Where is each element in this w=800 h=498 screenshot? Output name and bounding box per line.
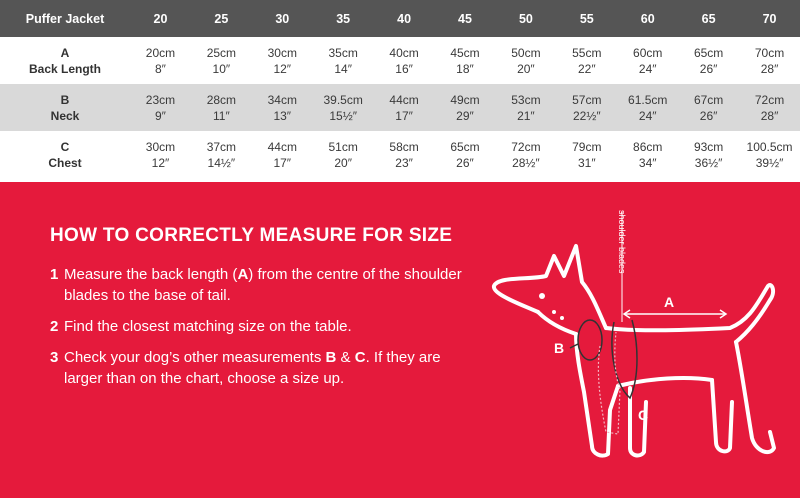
value-inches: 14″ — [334, 61, 352, 76]
value-inches: 26″ — [456, 155, 474, 170]
size-header: 50 — [495, 0, 556, 37]
table-row — [0, 37, 800, 84]
value-inches: 16″ — [395, 61, 413, 76]
value-inches: 20″ — [334, 155, 352, 170]
table-cell — [495, 131, 556, 178]
table-cell — [191, 84, 252, 131]
value-cm: 70cm — [754, 45, 785, 60]
dog-belly — [618, 378, 712, 386]
shoulder-blades-label: shoulder blades — [617, 210, 627, 274]
value-cm: 55cm — [572, 45, 602, 60]
value-inches: 34″ — [638, 155, 657, 170]
dog-measurement-diagram — [480, 202, 790, 498]
table-cell — [617, 131, 678, 178]
value-inches: 28½″ — [512, 155, 540, 170]
step-bold: B — [325, 349, 337, 366]
table-cell — [374, 37, 435, 84]
value-inches: 11″ — [213, 108, 230, 123]
size-header: 20 — [130, 0, 191, 37]
table-cell — [374, 131, 435, 178]
measurement-letter: A — [60, 45, 70, 60]
table-cell — [435, 84, 496, 131]
table-cell — [495, 84, 556, 131]
value-inches: 12″ — [151, 155, 170, 170]
dog-back-leg — [736, 342, 774, 452]
value-inches: 9″ — [154, 108, 166, 123]
table-cell — [374, 84, 435, 131]
table-cell — [435, 37, 496, 84]
value-cm: 50cm — [511, 45, 541, 60]
step-number: 1 — [50, 266, 59, 283]
size-header: 55 — [556, 0, 617, 37]
value-cm: 57cm — [572, 92, 602, 107]
value-inches: 24″ — [638, 61, 657, 76]
step-number: 3 — [50, 349, 59, 366]
step-text: ) from the centre of the shoulder blades to the base of tail. — [64, 266, 462, 304]
table-cell — [130, 131, 191, 178]
value-cm: 44cm — [267, 139, 297, 154]
step-2 — [50, 316, 480, 337]
table-cell — [191, 37, 252, 84]
value-cm: 65cm — [693, 45, 724, 60]
table-cell — [252, 131, 313, 178]
step-text: . If they are larger than on the chart, choose a size up. — [64, 349, 441, 387]
value-cm: 45cm — [450, 45, 480, 60]
size-header: 60 — [617, 0, 678, 37]
value-inches: 23″ — [395, 155, 413, 170]
measurement-label — [0, 131, 130, 178]
value-inches: 20″ — [517, 61, 535, 76]
value-inches: 26″ — [699, 61, 718, 76]
size-header: 65 — [678, 0, 739, 37]
dog-inner-leg — [712, 380, 732, 451]
value-cm: 35cm — [328, 45, 358, 60]
measurement-label — [0, 37, 130, 84]
table-cell — [435, 131, 496, 178]
table-cell — [678, 84, 739, 131]
step-text: Measure the back length ( — [64, 266, 238, 283]
dog-outline — [494, 246, 606, 328]
value-cm: 34cm — [267, 92, 297, 107]
step-1 — [50, 264, 480, 306]
dog-whisker-dot — [560, 316, 564, 320]
value-cm: 44cm — [389, 92, 419, 107]
value-cm: 39.5cm — [323, 92, 363, 107]
step-text: & — [336, 349, 355, 366]
step-text: Check your dog’s other measurements — [64, 349, 326, 366]
value-cm: 86cm — [633, 139, 663, 154]
measure-guide-panel — [0, 182, 800, 498]
step-bold: C — [354, 349, 366, 366]
value-inches: 29″ — [456, 108, 474, 123]
value-cm: 28cm — [206, 92, 237, 107]
table-cell — [617, 37, 678, 84]
size-header: 45 — [435, 0, 496, 37]
value-cm: 51cm — [328, 139, 358, 154]
value-cm: 79cm — [572, 139, 602, 154]
value-inches: 22½″ — [572, 108, 601, 123]
table-cell — [252, 84, 313, 131]
dog-eye — [539, 293, 545, 299]
table-cell — [739, 84, 800, 131]
measurement-letter: B — [60, 92, 70, 107]
value-cm: 60cm — [633, 45, 663, 60]
table-cell — [191, 131, 252, 178]
size-header: 25 — [191, 0, 252, 37]
value-cm: 30cm — [145, 139, 176, 154]
value-cm: 93cm — [693, 139, 724, 154]
dog-whisker-dot — [552, 310, 556, 314]
dog-jaw — [538, 312, 576, 334]
table-cell — [313, 84, 374, 131]
table-cell — [739, 37, 800, 84]
measurement-name: Back Length — [28, 61, 101, 76]
value-cm: 67cm — [693, 92, 724, 107]
size-table — [0, 0, 800, 178]
value-cm: 49cm — [450, 92, 480, 107]
value-cm: 72cm — [511, 139, 541, 154]
measurement-name: Chest — [48, 155, 82, 170]
neck-loop — [578, 320, 602, 360]
size-header: 35 — [313, 0, 374, 37]
value-cm: 58cm — [389, 139, 419, 154]
value-cm: 65cm — [450, 139, 480, 154]
table-row — [0, 84, 800, 131]
size-header: 40 — [374, 0, 435, 37]
table-header-row — [0, 0, 800, 37]
value-inches: 22″ — [577, 61, 596, 76]
table-cell — [313, 37, 374, 84]
table-cell — [252, 37, 313, 84]
value-inches: 8″ — [154, 61, 166, 76]
value-inches: 12″ — [273, 61, 292, 76]
table-cell — [130, 84, 191, 131]
value-inches: 28″ — [760, 108, 779, 123]
value-cm: 25cm — [206, 45, 237, 60]
table-cell — [739, 131, 800, 178]
table-row — [0, 131, 800, 178]
value-inches: 18″ — [456, 61, 474, 76]
value-inches: 26″ — [699, 108, 718, 123]
value-inches: 10″ — [212, 61, 231, 76]
table-cell — [495, 37, 556, 84]
step-number: 2 — [50, 318, 59, 335]
value-inches: 21″ — [517, 108, 535, 123]
value-inches: 17″ — [395, 108, 413, 123]
step-bold: A — [237, 266, 249, 283]
label-b: B — [554, 340, 565, 356]
value-inches: 13″ — [273, 108, 292, 123]
value-cm: 37cm — [206, 139, 237, 154]
value-cm: 30cm — [267, 45, 297, 60]
measurement-name: Neck — [50, 108, 80, 123]
table-cell — [313, 131, 374, 178]
value-inches: 17″ — [273, 155, 292, 170]
table-cell — [556, 84, 617, 131]
value-cm: 61.5cm — [628, 92, 668, 107]
table-cell — [678, 37, 739, 84]
value-cm: 23cm — [145, 92, 176, 107]
product-name-header: Puffer Jacket — [0, 0, 130, 37]
value-cm: 20cm — [145, 45, 176, 60]
measurement-label — [0, 84, 130, 131]
guide-heading: HOW TO CORRECTLY MEASURE FOR SIZE — [50, 225, 453, 246]
guide-steps — [50, 264, 480, 399]
table-cell — [617, 84, 678, 131]
table-cell — [556, 131, 617, 178]
value-inches: 24″ — [638, 108, 657, 123]
value-inches: 28″ — [760, 61, 779, 76]
table-cell — [678, 131, 739, 178]
value-cm: 72cm — [754, 92, 785, 107]
value-inches: 36½″ — [694, 155, 723, 170]
step-text: Find the closest matching size on the table. — [64, 318, 352, 335]
value-inches: 31″ — [577, 155, 596, 170]
size-header: 70 — [739, 0, 800, 37]
table-cell — [556, 37, 617, 84]
label-c: C — [638, 407, 649, 423]
measurement-letter: C — [60, 139, 70, 154]
value-inches: 39½″ — [755, 155, 784, 170]
table-cell — [130, 37, 191, 84]
value-cm: 53cm — [511, 92, 541, 107]
label-a: A — [664, 294, 675, 310]
value-inches: 14½″ — [207, 155, 236, 170]
size-header: 30 — [252, 0, 313, 37]
value-cm: 100.5cm — [746, 139, 793, 154]
value-inches: 15½″ — [329, 108, 357, 123]
step-3 — [50, 347, 480, 389]
value-cm: 40cm — [389, 45, 419, 60]
